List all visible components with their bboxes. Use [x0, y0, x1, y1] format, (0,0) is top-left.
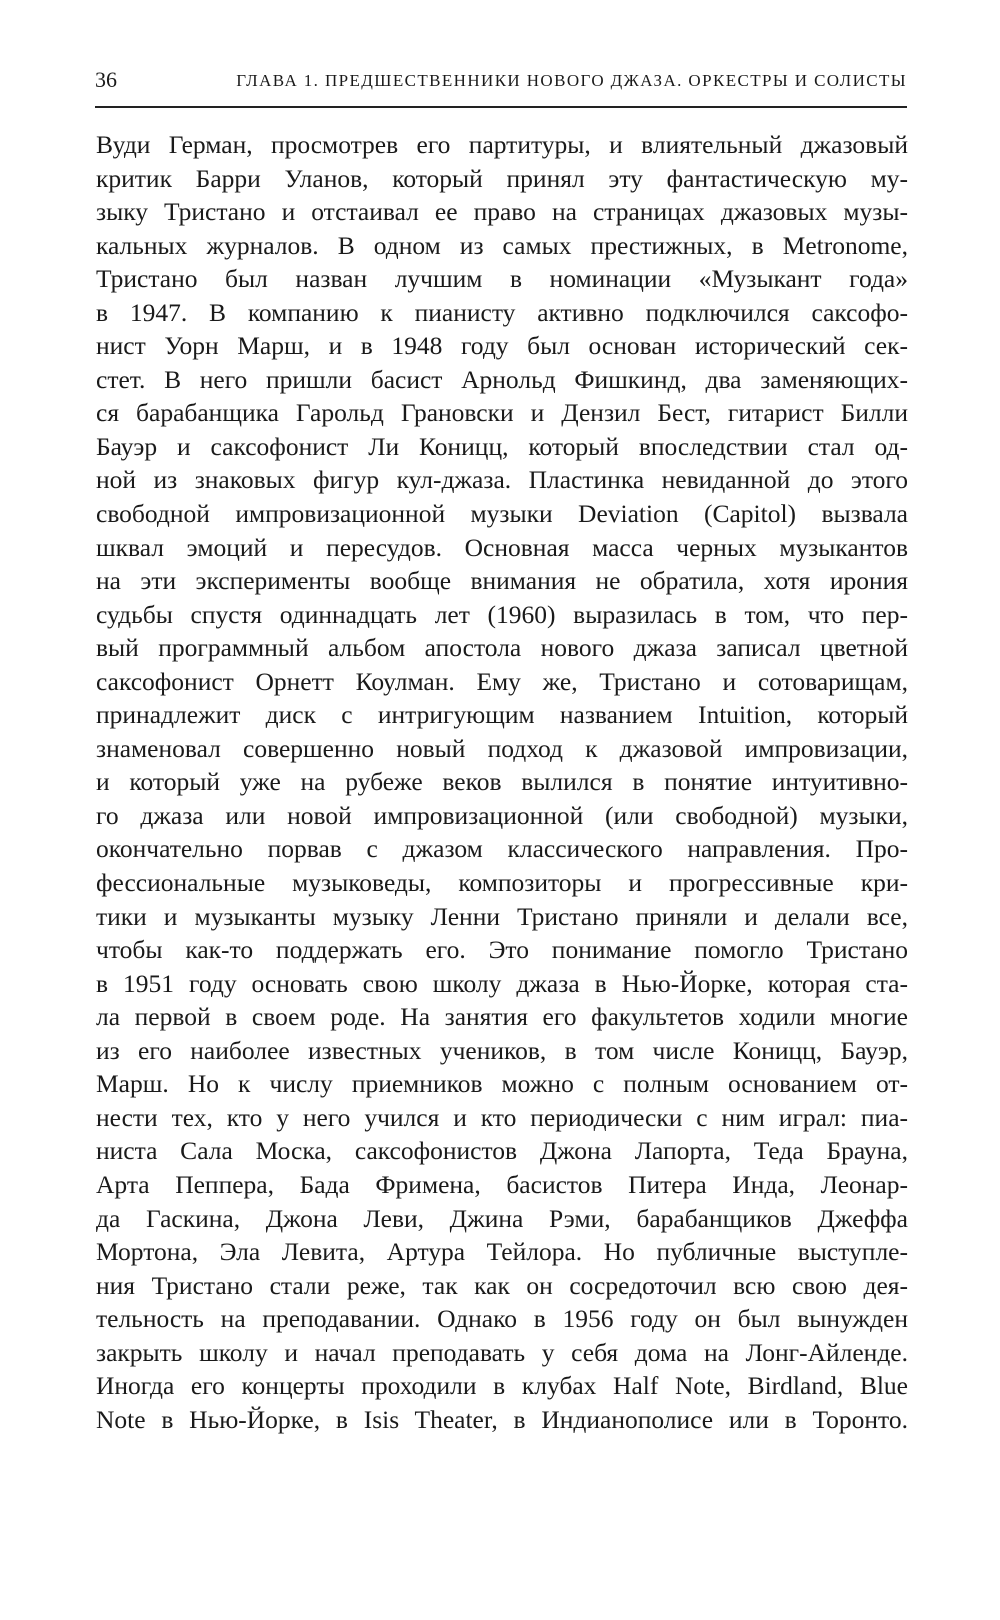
text-line: и который уже на рубеже веков вылился в понятие интуитивно-: [96, 767, 908, 797]
chapter-title: ГЛАВА 1. ПРЕДШЕСТВЕННИКИ НОВОГО ДЖАЗА. ОРКЕСТРЫ И СОЛИСТЫ: [236, 71, 907, 90]
text-line: из его наиболее известных учеников, в том числе Коницц, Бауэр,: [96, 1035, 908, 1065]
text-line: стет. В него пришли басист Арнольд Фишкинд, два заменяющих-: [96, 364, 908, 394]
text-line: нести тех, кто у него учился и кто периодически с ним играл: пиа-: [96, 1102, 908, 1132]
running-header: [95, 66, 907, 108]
text-line: окончательно порвав с джазом классического направления. Про-: [96, 834, 908, 864]
text-line: ла первой в своем роде. На занятия его факультетов ходили многие: [96, 1002, 908, 1032]
text-line: знаменовал совершенно новый подход к джазовой импровизации,: [96, 733, 908, 763]
text-line: вый программный альбом апостола нового джаза записал цветной: [96, 633, 908, 663]
text-line: шквал эмоций и пересудов. Основная масса черных музыкантов: [96, 532, 908, 562]
text-line: Марш. Но к числу приемников можно с полным основанием от-: [96, 1069, 908, 1099]
text-line: судьбы спустя одиннадцать лет (1960) выразилась в том, что пер-: [96, 599, 908, 629]
text-line: тельность на преподавании. Однако в 1956 году он был вынужден: [96, 1304, 908, 1334]
text-line: принадлежит диск с интригующим названием Intuition, который: [96, 700, 908, 730]
text-line: да Гаскина, Джона Леви, Джина Рэми, барабанщиков Джеффа: [96, 1203, 908, 1233]
text-line: Вуди Герман, просмотрев его партитуры, и влиятельный джазовый: [96, 130, 908, 159]
text-line: свободной импровизационной музыки Deviation (Capitol) вызвала: [96, 499, 908, 529]
text-line: тики и музыканты музыку Ленни Тристано приняли и делали все,: [96, 901, 908, 931]
text-line: в 1951 году основать свою школу джаза в Нью-Йорке, которая ста-: [96, 968, 908, 998]
text-line: Иногда его концерты проходили в клубах Half Note, Birdland, Blue: [96, 1371, 908, 1401]
text-line: го джаза или новой импровизационной (или свободной) музыки,: [96, 800, 908, 830]
text-line: Арта Пеппера, Бада Фримена, басистов Питера Инда, Леонар-: [96, 1169, 908, 1199]
text-line: ся барабанщика Гарольд Грановски и Дензил Бест, гитарист Билли: [96, 398, 908, 428]
text-line: Бауэр и саксофонист Ли Коницц, который впоследствии стал од-: [96, 431, 908, 461]
text-line: кальных журналов. В одном из самых престижных, в Metronome,: [96, 230, 908, 260]
text-line: зыку Тристано и отстаивал ее право на страницах джазовых музы-: [96, 197, 908, 227]
text-line: ниста Сала Моска, саксофонистов Джона Лапорта, Теда Брауна,: [96, 1136, 908, 1166]
text-line: фессиональные музыковеды, композиторы и прогрессивные кри-: [96, 868, 908, 898]
text-line: Тристано был назван лучшим в номинации «Музыкант года»: [96, 264, 908, 294]
text-line: на эти эксперименты вообще внимания не обратила, хотя ирония: [96, 566, 908, 596]
text-line: ния Тристано стали реже, так как он сосредоточил всю свою дея-: [96, 1270, 908, 1300]
text-line: ной из знаковых фигур кул-джаза. Пластинка невиданной до этого: [96, 465, 908, 495]
text-line: саксофонист Орнетт Коулман. Ему же, Тристано и сотоварищам,: [96, 666, 908, 696]
text-line: Note в Нью-Йорке, в Isis Theater, в Индианополисе или в Торонто.: [96, 1404, 908, 1434]
body-paragraph: [96, 128, 908, 1436]
text-line: Мортона, Эла Левита, Артура Тейлора. Но публичные выступле-: [96, 1237, 908, 1267]
text-line: закрыть школу и начал преподавать у себя дома на Лонг-Айленде.: [96, 1337, 908, 1367]
text-line: нист Уорн Марш, и в 1948 году был основан исторический сек-: [96, 331, 908, 361]
page-number: 36: [95, 67, 117, 92]
text-line: чтобы как-то поддержать его. Это понимание помогло Тристано: [96, 935, 908, 965]
text-line: в 1947. В компанию к пианисту активно подключился саксофо-: [96, 297, 908, 327]
text-line: критик Барри Уланов, который принял эту фантастическую му-: [96, 163, 908, 193]
